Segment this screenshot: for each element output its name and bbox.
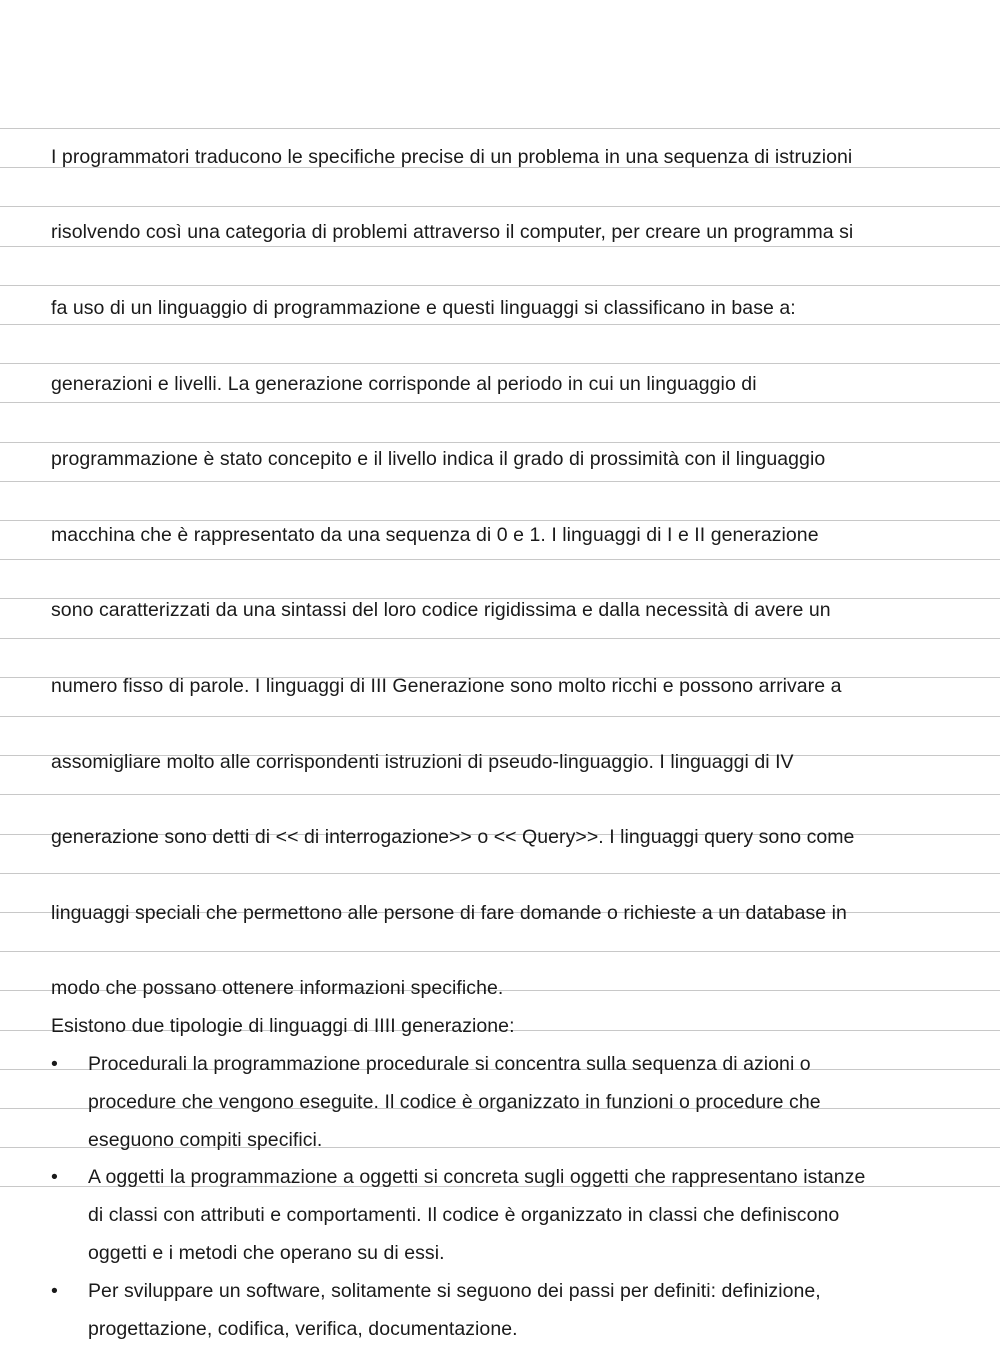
text-line: eseguono compiti specifici. — [88, 1128, 323, 1151]
bullet-icon: • — [51, 1052, 58, 1075]
text-line: generazioni e livelli. La generazione corrisponde al periodo in cui un linguaggio di — [51, 372, 757, 395]
bullet-icon: • — [51, 1166, 58, 1189]
text-line: procedure che vengono eseguite. Il codice è organizzato in funzioni o procedure che — [88, 1090, 821, 1113]
list-item — [51, 1046, 951, 1159]
text-line: fa uso di un linguaggio di programmazione e questi linguaggi si classificano in base a: — [51, 296, 796, 319]
bullet-list — [51, 1046, 951, 1348]
list-item — [51, 1273, 951, 1348]
text-line: assomigliare molto alle corrispondenti istruzioni di pseudo-linguaggio. I linguaggi di IV — [51, 750, 794, 773]
paragraph-main — [51, 101, 951, 1008]
text-line: modo che possano ottenere informazioni specifiche. — [51, 977, 504, 1000]
text-line: di classi con attributi e comportamenti. Il codice è organizzato in classi che definiscono — [88, 1204, 840, 1227]
document-body — [51, 101, 951, 1348]
text-line: numero fisso di parole. I linguaggi di III Generazione sono molto ricchi e possono arrivare a — [51, 674, 842, 697]
text-line: Procedurali la programmazione procedurale si concentra sulla sequenza di azioni o — [88, 1052, 811, 1075]
text-line: macchina che è rappresentato da una sequenza di 0 e 1. I linguaggi di I e II generazione — [51, 523, 819, 546]
text-line: linguaggi speciali che permettono alle persone di fare domande o richieste a un database in — [51, 901, 847, 924]
text-line: Per sviluppare un software, solitamente si seguono dei passi per definiti: definizione, — [88, 1279, 821, 1302]
text-line: oggetti e i metodi che operano su di essi. — [88, 1241, 445, 1264]
list-item — [51, 1159, 951, 1272]
text-line: risolvendo così una categoria di problemi attraverso il computer, per creare un programma si — [51, 221, 854, 244]
bullet-icon: • — [51, 1279, 58, 1302]
text-line: sono caratterizzati da una sintassi del loro codice rigidissima e dalla necessità di avere un — [51, 599, 831, 622]
text-line: I programmatori traducono le specifiche precise di un problema in una sequenza di istruzioni — [51, 145, 853, 168]
text-line: generazione sono detti di << di interrogazione>> o << Query>>. I linguaggi query sono come — [51, 826, 855, 849]
text-line: progettazione, codifica, verifica, documentazione. — [88, 1317, 518, 1340]
intro-line: Esistono due tipologie di linguaggi di IIII generazione: — [51, 1015, 515, 1038]
text-line: A oggetti la programmazione a oggetti si concreta sugli oggetti che rappresentano istanze — [88, 1166, 866, 1189]
text-line: programmazione è stato concepito e il livello indica il grado di prossimità con il linguaggio — [51, 448, 826, 471]
